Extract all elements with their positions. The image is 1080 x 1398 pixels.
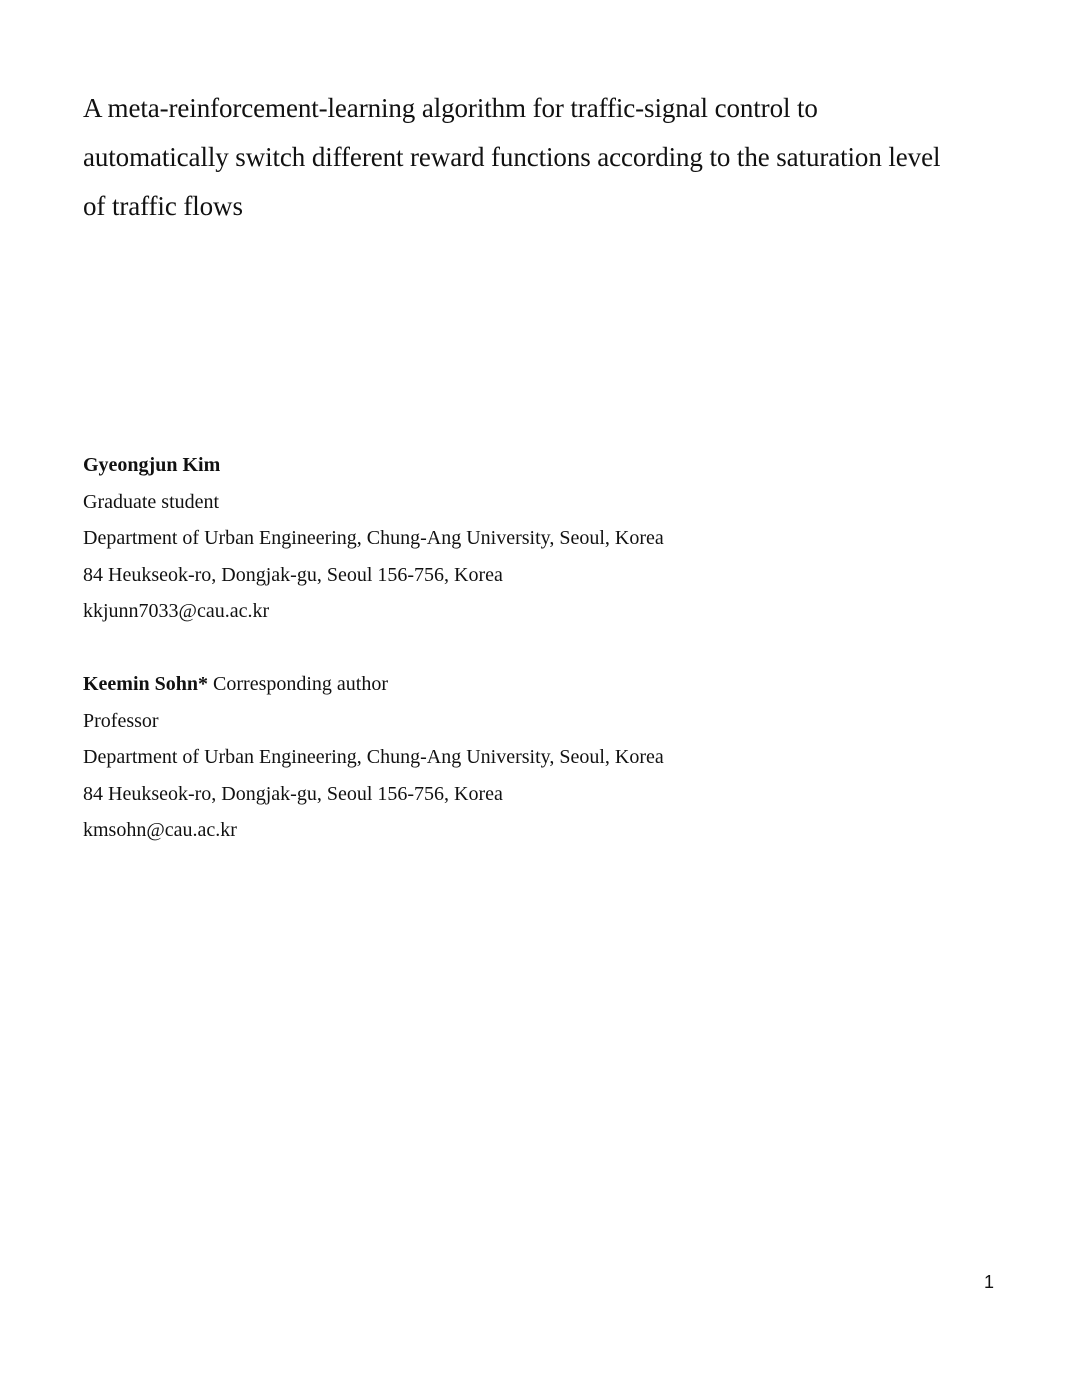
author-block-corresponding (83, 666, 983, 849)
title-line: of traffic flows (83, 191, 243, 221)
author-email: kmsohn@cau.ac.kr (83, 819, 237, 842)
page-number: 1 (984, 1272, 995, 1292)
author-address: 84 Heukseok-ro, Dongjak-gu, Seoul 156-756, Korea (83, 563, 503, 586)
author-department: Department of Urban Engineering, Chung-Ang University, Seoul, Korea (83, 527, 664, 550)
author-block-first (83, 447, 983, 630)
author-name-line (83, 666, 983, 703)
author-email: kkjunn7033@cau.ac.kr (83, 600, 270, 623)
paper-title (83, 84, 1013, 231)
author-name: Gyeongjun Kim (83, 454, 221, 476)
title-line: automatically switch different reward functions according to the saturation level (83, 142, 941, 172)
author-address: 84 Heukseok-ro, Dongjak-gu, Seoul 156-756, Korea (83, 782, 503, 805)
author-department: Department of Urban Engineering, Chung-Ang University, Seoul, Korea (83, 746, 664, 769)
author-position: Professor (83, 709, 159, 732)
author-name-line (83, 447, 983, 484)
title-line: A meta-reinforcement-learning algorithm for traffic-signal control to (83, 93, 818, 123)
corresponding-author-note: Corresponding author (208, 673, 389, 695)
author-name: Keemin Sohn* (83, 673, 209, 695)
author-position: Graduate student (83, 490, 220, 513)
